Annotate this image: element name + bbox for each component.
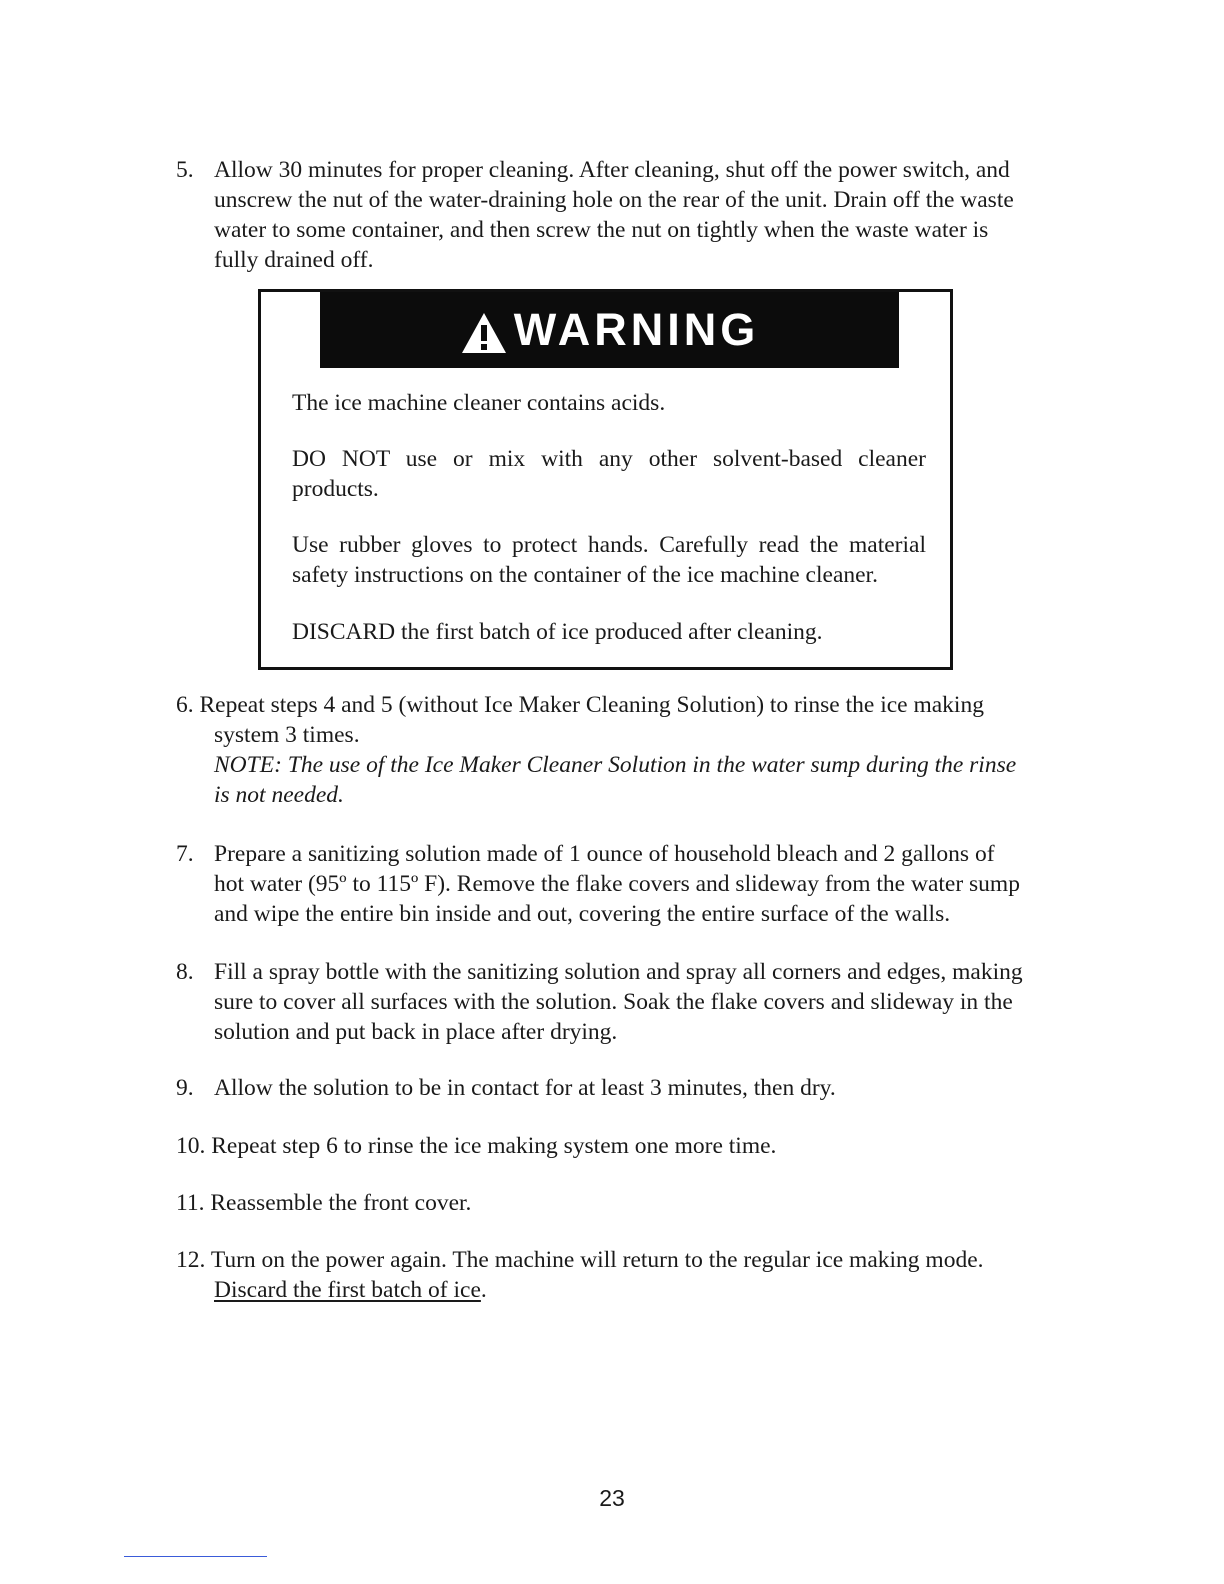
step-number: 5. [176,157,194,183]
warning-line: Use rubber gloves to protect hands. Carefully read the material [292,532,926,558]
step-line: Allow 30 minutes for proper cleaning. After cleaning, shut off the power switch, and [214,157,1010,183]
warning-line: products. [292,476,379,502]
step-number: 8. [176,959,194,985]
step-number: 7. [176,841,194,867]
step-number: 9. [176,1075,194,1101]
step-9 [176,1073,1046,1103]
step-line-tail: . [480,1277,487,1303]
warning-line: DO NOT use or mix with any other solvent-based cleaner [292,446,926,472]
step-line: 12. Turn on the power again. The machine will return to the regular ice making mode. [176,1247,984,1273]
warning-text-discard: DISCARD the first batch of ice produced after cleaning. [292,619,823,645]
step-8 [176,957,1046,1047]
warning-text-acids: The ice machine cleaner contains acids. [292,390,666,416]
step-6 [176,690,1046,810]
step-line: fully drained off. [214,247,374,273]
warning-line: safety instructions on the container of the ice machine cleaner. [292,562,878,588]
step-line: Prepare a sanitizing solution made of 1 ounce of household bleach and 2 gallons of [214,841,995,867]
step-line: and wipe the entire bin inside and out, covering the entire surface of the walls. [214,901,951,927]
step-line: 10. Repeat step 6 to rinse the ice making system one more time. [176,1133,777,1159]
warning-triangle-icon [460,311,508,355]
step-line: 11. Reassemble the front cover. [176,1190,472,1216]
warning-title: WARNING [513,304,760,355]
step-11 [176,1188,1046,1218]
step-line: water to some container, and then screw the nut on tightly when the waste water is [214,217,989,243]
warning-box [258,289,953,670]
step-line: hot water (95º to 115º F). Remove the flake covers and slideway from the water sump [214,871,1020,897]
step-line: system 3 times. [214,722,360,748]
page-number: 23 [599,1485,625,1511]
step-line: Allow the solution to be in contact for at least 3 minutes, then dry. [214,1075,836,1101]
step-10 [176,1131,1046,1161]
warning-banner [320,292,899,368]
step-line: sure to cover all surfaces with the solution. Soak the flake covers and slideway in the [214,989,1013,1015]
step-note: NOTE: The use of the Ice Maker Cleaner Solution in the water sump during the rinse [214,752,1017,778]
footer-rule [124,1556,267,1557]
step-line: unscrew the nut of the water-draining hole on the rear of the unit. Drain off the waste [214,187,1014,213]
step-7 [176,839,1046,929]
step-line: Fill a spray bottle with the sanitizing solution and spray all corners and edges, making [214,959,1023,985]
warning-text-gloves [292,530,926,590]
step-12 [176,1245,1046,1305]
step-note: is not needed. [214,782,344,808]
step-5 [176,155,1046,275]
step-line [176,1275,1046,1305]
step-line: solution and put back in place after drying. [214,1019,618,1045]
warning-text-do-not-mix [292,444,926,504]
step-line: 6. Repeat steps 4 and 5 (without Ice Maker Cleaning Solution) to rinse the ice making [176,692,984,718]
discard-first-batch-underlined: Discard the first batch of ice [214,1277,481,1303]
